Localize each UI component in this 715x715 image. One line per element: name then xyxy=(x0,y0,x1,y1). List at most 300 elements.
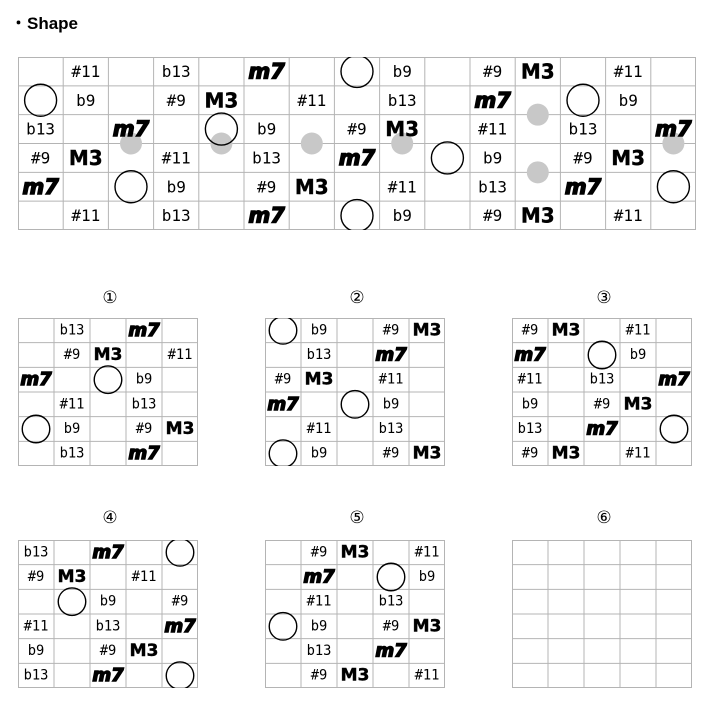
note-label: b13 xyxy=(23,667,49,684)
note-s11 xyxy=(379,372,404,388)
note-label: M3 xyxy=(551,443,581,464)
note-label: b9 xyxy=(256,119,277,139)
note-s11 xyxy=(132,569,157,585)
note-label: #9 xyxy=(310,544,328,561)
note-label: #11 xyxy=(613,61,643,81)
note-label: #11 xyxy=(414,667,440,684)
grid-lines xyxy=(512,318,692,466)
note-m7 xyxy=(92,542,124,563)
note-label: b9 xyxy=(310,322,328,339)
note-label: #11 xyxy=(167,347,193,363)
note-M3 xyxy=(165,419,194,439)
note-label: #9 xyxy=(521,322,539,339)
note-label: M3 xyxy=(68,145,103,170)
note-M3 xyxy=(412,320,441,340)
note-label: M3 xyxy=(340,542,370,563)
root-circle xyxy=(166,540,194,566)
note-label: #11 xyxy=(387,177,417,197)
note-label: m7 xyxy=(112,117,150,142)
note-b13 xyxy=(162,62,191,81)
note-label: M3 xyxy=(412,616,442,637)
note-M3 xyxy=(521,204,555,228)
note-b9 xyxy=(419,569,436,585)
note-label: b13 xyxy=(95,618,121,635)
shape-4-label: ④ xyxy=(102,508,118,528)
note-label: M3 xyxy=(551,320,581,341)
root-circle xyxy=(25,84,57,116)
root-circle xyxy=(22,415,50,443)
note-s9 xyxy=(522,446,539,462)
note-label: b13 xyxy=(378,421,404,437)
note-label: b9 xyxy=(76,90,96,110)
note-label: #9 xyxy=(135,421,153,437)
note-b9 xyxy=(630,347,647,363)
note-b9 xyxy=(28,643,45,659)
note-b9 xyxy=(64,421,81,437)
note-M3 xyxy=(521,59,555,83)
note-label: m7 xyxy=(303,566,335,588)
note-label: M3 xyxy=(623,394,653,415)
note-b13 xyxy=(379,594,404,610)
note-label: m7 xyxy=(128,319,160,341)
note-m7 xyxy=(164,616,196,637)
note-label: M3 xyxy=(520,59,555,84)
note-m7 xyxy=(586,419,618,440)
note-label: m7 xyxy=(564,174,602,199)
note-label: M3 xyxy=(165,419,195,439)
note-s11 xyxy=(307,421,332,437)
root-circle xyxy=(341,200,373,230)
note-b13 xyxy=(252,148,281,167)
note-label: M3 xyxy=(611,145,646,170)
note-label: #11 xyxy=(378,371,404,388)
note-m7 xyxy=(339,146,376,170)
note-label: #11 xyxy=(131,569,157,585)
fretboard-svg xyxy=(18,57,696,230)
note-label: b9 xyxy=(99,593,117,610)
root-circle xyxy=(269,318,297,344)
note-R xyxy=(269,440,297,466)
shape-4-diagram xyxy=(18,540,198,688)
note-m7 xyxy=(92,665,124,686)
shape-6-label: ⑥ xyxy=(596,508,612,528)
note-label: b13 xyxy=(161,206,191,226)
note-label: b13 xyxy=(517,421,543,437)
note-b13 xyxy=(162,206,191,225)
note-label: #11 xyxy=(625,322,651,339)
note-b13 xyxy=(60,322,85,338)
note-s9 xyxy=(383,618,400,634)
note-label: #11 xyxy=(613,206,643,226)
note-b9 xyxy=(311,446,328,462)
note-m7 xyxy=(474,88,511,112)
fretboard-svg xyxy=(512,540,692,688)
note-label: b13 xyxy=(59,322,85,339)
note-b9 xyxy=(393,62,412,81)
note-s9 xyxy=(136,421,153,437)
note-s11 xyxy=(388,177,417,196)
note-s9 xyxy=(257,177,276,196)
note-label: M3 xyxy=(412,320,442,341)
note-m7 xyxy=(248,59,285,83)
note-label: M3 xyxy=(520,203,555,228)
grid-lines xyxy=(18,318,198,466)
root-circle xyxy=(588,341,616,369)
note-label: M3 xyxy=(340,665,370,686)
note-s11 xyxy=(307,594,332,610)
note-R xyxy=(25,84,57,116)
note-label: M3 xyxy=(412,443,442,464)
note-s11 xyxy=(162,148,191,167)
note-b9 xyxy=(311,322,328,338)
note-s9 xyxy=(275,372,292,388)
note-R xyxy=(115,171,147,203)
note-m7 xyxy=(267,394,299,415)
fretboard-svg xyxy=(265,318,445,466)
note-s9 xyxy=(483,206,502,225)
root-circle xyxy=(660,415,688,443)
note-label: b9 xyxy=(482,148,503,168)
note-b9 xyxy=(393,206,412,225)
note-label: #9 xyxy=(99,643,117,659)
note-label: b13 xyxy=(131,396,157,413)
note-label: #11 xyxy=(23,618,49,635)
note-m7 xyxy=(248,204,285,228)
shape-2-label: ② xyxy=(349,288,365,308)
note-R xyxy=(588,341,616,369)
grid-lines xyxy=(18,57,696,230)
note-s11 xyxy=(24,618,49,634)
note-label: M3 xyxy=(129,641,159,661)
note-label: m7 xyxy=(22,174,59,199)
note-b13 xyxy=(478,177,507,196)
note-s11 xyxy=(614,62,643,81)
main-fretboard xyxy=(18,57,696,230)
note-R xyxy=(166,662,194,688)
root-circle xyxy=(115,171,147,203)
root-circle xyxy=(567,84,599,116)
note-label: m7 xyxy=(267,393,299,415)
note-s11 xyxy=(626,446,651,462)
note-label: b13 xyxy=(589,371,615,388)
note-label: #11 xyxy=(478,119,508,139)
note-b9 xyxy=(100,594,117,610)
note-b13 xyxy=(590,372,615,388)
root-circle xyxy=(166,662,194,688)
note-b9 xyxy=(136,372,153,388)
root-circle xyxy=(431,142,463,174)
note-label: #9 xyxy=(30,148,51,168)
root-circle xyxy=(657,171,689,203)
note-label: b13 xyxy=(387,90,417,110)
note-b13 xyxy=(26,120,55,139)
note-M3 xyxy=(93,345,122,365)
note-s9 xyxy=(28,569,45,585)
note-R xyxy=(431,142,463,174)
note-b9 xyxy=(619,91,638,110)
note-R xyxy=(269,613,297,641)
note-label: M3 xyxy=(385,117,420,142)
note-label: b13 xyxy=(378,593,404,610)
note-label: #9 xyxy=(573,148,593,168)
note-s9 xyxy=(31,148,50,167)
note-b9 xyxy=(311,618,328,634)
note-label: b9 xyxy=(418,569,436,585)
note-M3 xyxy=(129,641,158,661)
note-label: m7 xyxy=(248,59,285,84)
note-s11 xyxy=(71,62,100,81)
note-M3 xyxy=(304,370,333,390)
note-b13 xyxy=(307,643,332,659)
shape-5-label: ⑤ xyxy=(349,508,365,528)
note-M3 xyxy=(295,175,329,199)
note-label: b9 xyxy=(310,445,328,462)
shape-3-diagram xyxy=(512,318,692,466)
note-label: b9 xyxy=(382,396,400,413)
note-s11 xyxy=(415,668,440,684)
note-s11 xyxy=(60,396,85,412)
note-label: m7 xyxy=(514,344,546,366)
note-s11 xyxy=(297,91,326,110)
fretboard-svg xyxy=(18,540,198,688)
note-R xyxy=(166,540,194,566)
note-M3 xyxy=(385,117,419,141)
note-label: #11 xyxy=(414,544,440,561)
note-s9 xyxy=(64,347,81,363)
note-M3 xyxy=(69,146,103,170)
note-label: m7 xyxy=(586,418,618,440)
note-label: b13 xyxy=(23,544,49,561)
position-dot xyxy=(301,133,323,155)
note-label: m7 xyxy=(474,88,511,113)
note-label: m7 xyxy=(375,344,407,366)
note-label: m7 xyxy=(375,640,407,662)
note-M3 xyxy=(623,394,652,414)
position-dot xyxy=(527,104,549,126)
note-label: #9 xyxy=(166,90,186,110)
note-b13 xyxy=(24,668,49,684)
note-label: M3 xyxy=(204,88,239,113)
note-label: b9 xyxy=(135,371,153,388)
note-label: M3 xyxy=(57,567,87,587)
note-s11 xyxy=(478,120,507,139)
root-circle xyxy=(377,563,405,591)
shape-5-diagram xyxy=(265,540,445,688)
root-circle xyxy=(341,57,373,87)
note-label: m7 xyxy=(248,203,285,228)
note-b13 xyxy=(518,421,543,437)
note-label: b9 xyxy=(310,618,328,635)
note-label: #11 xyxy=(59,396,85,413)
note-s11 xyxy=(614,206,643,225)
note-M3 xyxy=(412,444,441,464)
note-b9 xyxy=(76,91,95,110)
root-circle xyxy=(341,391,369,419)
note-m7 xyxy=(375,345,407,366)
note-m7 xyxy=(303,567,335,588)
note-R xyxy=(377,563,405,591)
note-R xyxy=(94,366,122,394)
note-s11 xyxy=(518,372,543,388)
note-label: #9 xyxy=(171,593,189,610)
note-m7 xyxy=(658,369,690,390)
note-M3 xyxy=(551,320,580,340)
note-s9 xyxy=(573,148,592,167)
note-label: m7 xyxy=(655,117,692,142)
note-s9 xyxy=(383,446,400,462)
note-R xyxy=(269,318,297,344)
note-m7 xyxy=(655,117,692,141)
note-s11 xyxy=(168,347,193,363)
note-b9 xyxy=(383,396,400,412)
page-heading: ・Shape xyxy=(10,14,79,33)
note-s9 xyxy=(483,62,502,81)
note-b9 xyxy=(483,148,502,167)
root-circle xyxy=(269,440,297,466)
note-s11 xyxy=(415,544,440,560)
shape-2-diagram xyxy=(265,318,445,466)
note-label: #9 xyxy=(27,569,45,585)
note-R xyxy=(657,171,689,203)
note-M3 xyxy=(611,146,645,170)
note-b9 xyxy=(257,120,276,139)
note-R xyxy=(567,84,599,116)
note-label: b9 xyxy=(63,421,81,437)
root-circle xyxy=(58,588,86,616)
note-label: #9 xyxy=(593,396,611,413)
note-label: #9 xyxy=(382,618,400,635)
note-label: #11 xyxy=(71,61,101,81)
note-b9 xyxy=(167,177,186,196)
grid-lines xyxy=(512,540,692,688)
shape-3-label: ③ xyxy=(596,288,612,308)
note-label: b9 xyxy=(27,643,45,659)
note-m7 xyxy=(375,641,407,662)
note-label: #9 xyxy=(382,322,400,339)
note-m7 xyxy=(20,369,52,390)
note-R xyxy=(341,391,369,419)
root-circle xyxy=(269,613,297,641)
note-label: m7 xyxy=(92,541,124,563)
note-m7 xyxy=(113,117,150,141)
note-label: b9 xyxy=(629,347,647,363)
note-label: #9 xyxy=(521,445,539,462)
note-label: #11 xyxy=(161,148,191,168)
note-R xyxy=(660,415,688,443)
note-label: b9 xyxy=(521,396,539,413)
note-b13 xyxy=(96,618,121,634)
note-label: m7 xyxy=(164,615,196,637)
note-label: b9 xyxy=(392,206,412,226)
note-label: #9 xyxy=(482,206,503,226)
note-label: #9 xyxy=(310,667,328,684)
note-M3 xyxy=(412,616,441,636)
note-label: #11 xyxy=(71,206,101,226)
note-label: b13 xyxy=(26,119,56,139)
note-m7 xyxy=(565,175,602,199)
note-b9 xyxy=(522,396,539,412)
note-M3 xyxy=(340,666,369,686)
note-label: #9 xyxy=(347,119,367,139)
note-b13 xyxy=(60,446,85,462)
note-s9 xyxy=(311,668,328,684)
note-label: m7 xyxy=(20,369,52,391)
note-label: m7 xyxy=(338,145,376,170)
note-label: M3 xyxy=(93,345,123,365)
note-M3 xyxy=(204,88,238,112)
note-label: #11 xyxy=(297,90,327,110)
position-dot xyxy=(527,161,549,183)
note-label: b13 xyxy=(161,61,191,81)
fretboard-svg xyxy=(512,318,692,466)
note-m7 xyxy=(128,320,160,341)
note-label: m7 xyxy=(658,369,690,391)
note-M3 xyxy=(551,444,580,464)
note-R xyxy=(341,57,373,87)
shape-6-diagram xyxy=(512,540,692,688)
note-M3 xyxy=(57,567,86,587)
note-s11 xyxy=(626,322,651,338)
note-label: b13 xyxy=(306,643,332,659)
note-R xyxy=(22,415,50,443)
note-label: #11 xyxy=(625,445,651,462)
note-b13 xyxy=(388,91,417,110)
note-R xyxy=(58,588,86,616)
note-m7 xyxy=(22,175,59,199)
note-s9 xyxy=(594,396,611,412)
note-b13 xyxy=(132,396,157,412)
note-M3 xyxy=(340,542,369,562)
note-label: b13 xyxy=(568,119,598,139)
note-s9 xyxy=(172,594,189,610)
note-label: #9 xyxy=(274,371,292,388)
note-label: b9 xyxy=(392,61,412,81)
fretboard-svg xyxy=(265,540,445,688)
note-label: M3 xyxy=(294,174,329,199)
note-s11 xyxy=(71,206,100,225)
note-b13 xyxy=(307,347,332,363)
note-b13 xyxy=(379,421,404,437)
root-circle xyxy=(94,366,122,394)
note-label: b9 xyxy=(166,177,186,197)
fretboard-svg xyxy=(18,318,198,466)
note-b13 xyxy=(24,544,49,560)
note-s9 xyxy=(311,544,328,560)
note-s9 xyxy=(167,91,186,110)
note-label: #9 xyxy=(63,347,81,363)
note-label: #11 xyxy=(306,421,332,437)
note-m7 xyxy=(128,443,160,464)
shape-1-diagram xyxy=(18,318,198,466)
note-label: #11 xyxy=(517,371,543,388)
note-label: b13 xyxy=(478,177,508,197)
note-s9 xyxy=(347,120,366,139)
note-s9 xyxy=(522,322,539,338)
note-label: #9 xyxy=(482,61,503,81)
note-label: b13 xyxy=(252,148,282,168)
note-label: #9 xyxy=(256,177,277,197)
note-label: #11 xyxy=(306,593,332,610)
note-s9 xyxy=(100,643,117,659)
shape-1-label: ① xyxy=(102,288,118,308)
note-label: #9 xyxy=(382,445,400,462)
note-label: m7 xyxy=(128,443,160,465)
note-label: b13 xyxy=(306,347,332,363)
note-s9 xyxy=(383,322,400,338)
note-label: m7 xyxy=(92,665,124,687)
note-b13 xyxy=(569,120,598,139)
note-R xyxy=(341,200,373,230)
